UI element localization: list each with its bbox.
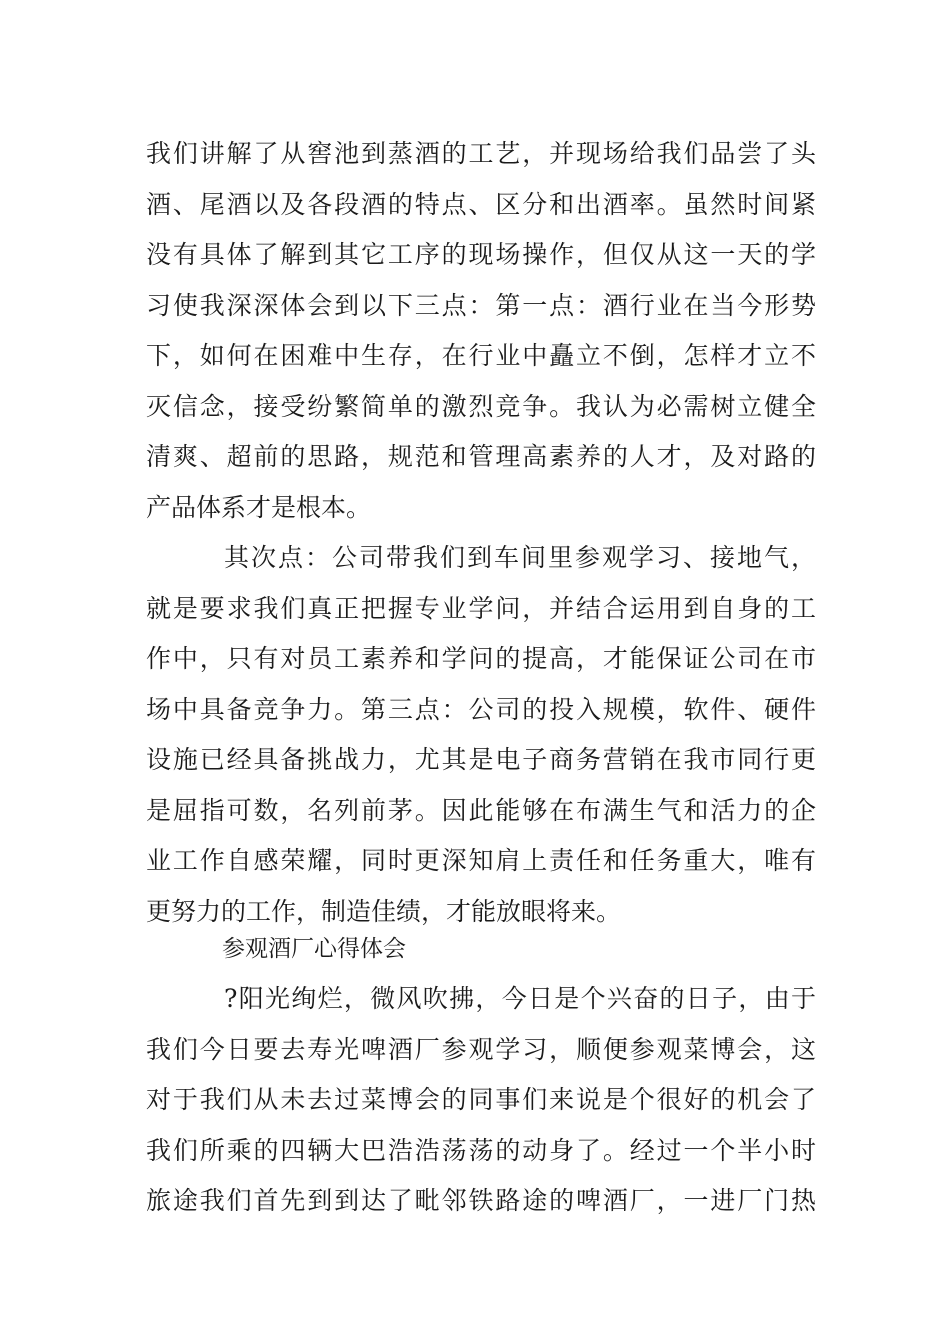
paragraph-2-line: 业工作自感荣耀，同时更深知肩上责任和任务重大，唯有 [146,846,816,875]
paragraph-2-line: 作中，只有对员工素养和学问的提高，才能保证公司在市 [146,644,816,673]
section-heading-block [146,924,816,975]
paragraph-2-line: 是屈指可数，名列前茅。因此能够在布满生气和活力的企 [146,795,816,825]
paragraph-3-line: ?阳光绚烂，微风吹拂，今日是个兴奋的日子，由于 [224,984,816,1013]
paragraph-1-line: 没有具体了解到其它工序的现场操作，但仅从这一天的学 [146,240,816,269]
section-heading: 参观酒厂心得体会 [222,936,406,962]
paragraph-1-line: 我们讲解了从窖池到蒸酒的工艺，并现场给我们品尝了头 [146,139,816,168]
paragraph-2-line: 设施已经具备挑战力，尤其是电子商务营销在我市同行更 [146,745,816,774]
paragraph-3-line: 我们所乘的四辆大巴浩浩荡荡的动身了。经过一个半小时 [146,1135,816,1165]
paragraph-2-line: 场中具备竞争力。第三点：公司的投入规模，软件、硬件 [146,694,816,724]
paragraph-1-line: 产品体系才是根本。 [146,492,372,522]
paragraph-1 [146,129,816,533]
paragraph-1-line: 灭信念，接受纷繁简单的激烈竞争。我认为必需树立健全 [146,391,816,421]
paragraph-3-line: 对于我们从未去过菜博会的同事们来说是个很好的机会了 [146,1085,816,1114]
paragraph-1-line: 下，如何在困难中生存，在行业中矗立不倒，怎样才立不 [146,341,816,370]
paragraph-3-line: 我们今日要去寿光啤酒厂参观学习，顺便参观菜博会，这 [146,1034,816,1064]
paragraph-3 [146,974,816,1227]
paragraph-1-line: 酒、尾酒以及各段酒的特点、区分和出酒率。虽然时间紧 [146,189,816,219]
paragraph-1-line: 习使我深深体会到以下三点：第一点：酒行业在当今形势 [146,290,816,320]
paragraph-2 [146,533,816,937]
paragraph-2-line: 就是要求我们真正把握专业学问，并结合运用到自身的工 [146,593,816,623]
paragraph-3-line: 旅途我们首先到到达了毗邻铁路途的啤酒厂，一进厂门热 [146,1186,816,1215]
paragraph-1-line: 清爽、超前的思路，规范和管理高素养的人才，及对路的 [146,442,816,471]
paragraph-2-line: 其次点：公司带我们到车间里参观学习、接地气， [224,543,816,572]
paragraph-2-line: 更努力的工作，制造佳绩，才能放眼将来。 [146,896,622,926]
